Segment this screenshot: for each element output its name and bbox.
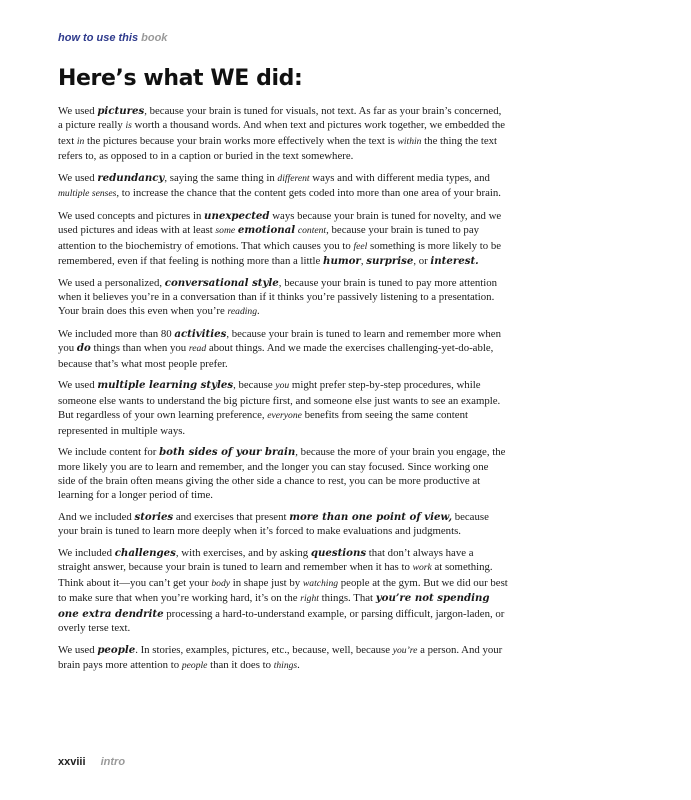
emphasis-bold: pictures <box>97 105 145 117</box>
emphasis-italic: some <box>215 225 236 237</box>
text-run: We used <box>58 171 98 184</box>
running-head <box>58 32 167 44</box>
text-run: We included <box>58 547 115 560</box>
emphasis-bold: emotional <box>237 224 296 237</box>
emphasis-italic: read <box>188 343 207 355</box>
text-run: benefits from seeing the same content represented in multiple ways. <box>58 409 468 437</box>
text-run: a person. And your brain pays more attention to <box>58 643 503 672</box>
emphasis-italic: different <box>277 172 310 184</box>
text-run: people at the gym. But we did our best to make sure that when you’re working hard, it’s on the <box>58 576 508 605</box>
emphasis-italic: things <box>273 660 298 672</box>
paragraph-redundancy <box>58 171 508 202</box>
text-run: the thing the text refers to, as opposed to in a caption or buried in the text somewhere. <box>58 134 498 163</box>
text-run: , because <box>233 379 276 392</box>
emphasis-italic: within <box>397 135 422 147</box>
emphasis-italic: is <box>125 120 132 132</box>
text-run: , with exercises, and by asking <box>175 547 311 560</box>
text-run: something is more likely to be remembered, even if that feeling is nothing more than a little <box>58 239 502 268</box>
text-run: We used a personalized, <box>58 276 165 289</box>
text-run: than it does to <box>207 659 274 672</box>
emphasis-italic: reading <box>227 306 258 318</box>
emphasis-bold: activities <box>174 328 227 341</box>
paragraph-stories <box>58 510 508 539</box>
emphasis-bold: you’re not spending one extra dendrite <box>58 592 490 620</box>
emphasis-italic: feel <box>353 240 368 252</box>
text-run: that don’t always have a straight answer, because your brain is tuned to learn and remember when it has to <box>58 547 474 574</box>
text-run: ways and with different media types, and <box>309 171 490 184</box>
emphasis-bold: both sides of your brain <box>159 446 296 459</box>
emphasis-bold: conversational style <box>164 276 279 289</box>
paragraph-pictures <box>58 104 508 164</box>
text-run: the pictures because your brain works more effectively when the text is <box>84 134 398 147</box>
text-run: We included more than 80 <box>58 328 175 341</box>
running-head-chapter: how to use this <box>58 32 139 44</box>
emphasis-italic: body <box>211 577 230 589</box>
text-run: We used <box>58 643 98 656</box>
text-run: We used <box>58 379 98 392</box>
text-run: We include content for <box>58 446 160 459</box>
text-run: And we included <box>58 511 135 524</box>
text-run: might prefer step-by-step procedures, while someone else wants to understand the big picture first, and someone else just wants to see an example. But regardless of your own learning preference, <box>58 379 501 422</box>
text-run: , <box>360 255 367 268</box>
text-run: about things. And we made the exercises challenging-yet-do-able, because that’s what most people prefer. <box>58 342 494 370</box>
emphasis-italic: right <box>300 593 319 605</box>
text-run: We used <box>58 105 98 117</box>
emphasis-bold: questions <box>310 547 367 560</box>
text-run: ways because your brain is tuned for novelty, and we used pictures and ideas with at least <box>58 209 502 237</box>
emphasis-bold: challenges <box>114 547 176 560</box>
emphasis-italic: multiple senses <box>58 188 117 200</box>
footer-section: intro <box>100 756 126 768</box>
page-number: xxviii <box>58 756 86 768</box>
paragraph-unexpected <box>58 209 508 269</box>
paragraph-activities <box>58 327 508 371</box>
text-run: because your brain is tuned to learn more deeply when it’s forced to make evaluations and judgments. <box>58 511 489 538</box>
text-run: , to increase the chance that the content gets coded into more than one area of your brain. <box>116 187 501 200</box>
text-run: . In stories, examples, pictures, etc., because, well, because <box>135 643 393 656</box>
emphasis-bold: multiple learning styles <box>97 379 234 392</box>
emphasis-bold: stories <box>134 511 174 524</box>
paragraph-both-sides <box>58 445 508 503</box>
emphasis-bold: people <box>97 643 136 656</box>
text-run: processing a hard-to-understand example, or parsing difficult, jargon-laden, or overly terse text. <box>58 607 505 635</box>
text-run: , because your brain is tuned to learn and remember more when you <box>58 328 501 355</box>
text-run: . <box>257 305 260 318</box>
emphasis-bold: unexpected <box>204 209 270 222</box>
emphasis-italic: you <box>275 380 290 392</box>
page-footer <box>58 756 125 768</box>
text-run: , because your brain is tuned to pay attention to the biochemistry of emotions. That which causes you to <box>58 224 480 252</box>
emphasis-bold: redundancy <box>97 171 165 184</box>
emphasis-bold: more than one point of view, <box>289 511 452 524</box>
text-run: . <box>297 659 300 672</box>
text-run: at something. Think about it—you can’t get your <box>58 561 493 589</box>
text-run: and exercises that present <box>173 511 290 524</box>
paragraph-challenges <box>58 546 508 635</box>
emphasis-italic: work <box>412 562 432 574</box>
emphasis-italic: content <box>297 225 327 237</box>
emphasis-bold: interest. <box>430 255 479 268</box>
text-run: , saying the same thing in <box>164 171 278 184</box>
running-head-book: book <box>141 32 168 44</box>
emphasis-bold: surprise <box>366 255 414 268</box>
text-run: in shape just by <box>230 576 303 589</box>
page-title: Here’s what WE did: <box>58 66 303 91</box>
text-run: , or <box>413 255 431 268</box>
emphasis-italic: you’re <box>392 644 418 656</box>
text-run: things. That <box>318 592 376 605</box>
emphasis-italic: in <box>76 135 85 147</box>
text-run: worth a thousand words. And when text and pictures work together, we embedded the text <box>58 119 506 147</box>
body-text <box>58 104 508 681</box>
emphasis-italic: everyone <box>267 410 302 422</box>
emphasis-italic: people <box>181 660 208 672</box>
paragraph-conversational-style <box>58 276 508 320</box>
text-run: , because the more of your brain you engage, the more likely you are to learn and remember, and the longer you can stay focused. Since working one side of the brain often means giving the other side a chance to rest, you can be more productive at learning for a longer period of time. <box>58 446 506 502</box>
text-run: , because your brain is tuned for visuals, not text. As far as your brain’s concerned, a picture really <box>58 105 502 132</box>
paragraph-people <box>58 643 508 674</box>
text-run: , because your brain is tuned to pay more attention when it believes you’re in a conversation than if it thinks you’re passively listening to a presentation. Your brain does this even when you’re <box>58 276 498 318</box>
text-run: things than when you <box>90 342 189 355</box>
emphasis-bold: do <box>76 342 91 355</box>
emphasis-bold: humor <box>323 255 361 268</box>
paragraph-learning-styles <box>58 378 508 438</box>
emphasis-italic: watching <box>302 577 339 589</box>
text-run: We used concepts and pictures in <box>58 209 205 222</box>
